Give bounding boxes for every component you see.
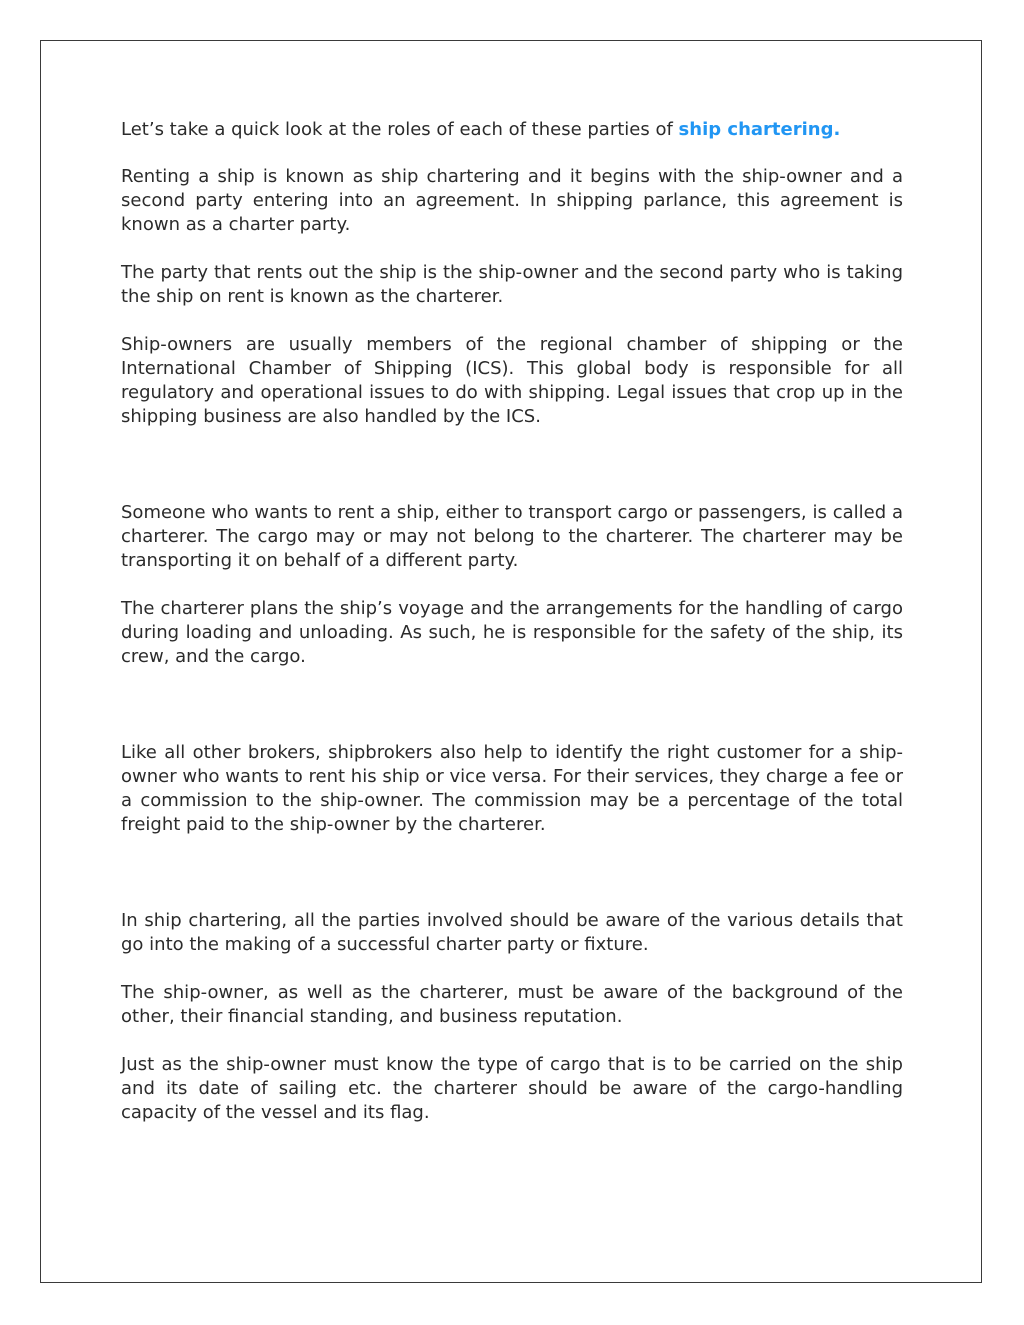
intro-text: Let’s take a quick look at the roles of each of these parties of: [121, 119, 679, 140]
section-spacer: [121, 693, 903, 741]
paragraph: Renting a ship is known as ship chartering and it begins with the ship-owner and a second party entering into an agreement. In shipping parlance, this agreement is known as a charter party.: [121, 166, 903, 235]
section-awareness: [121, 909, 903, 1125]
ship-chartering-link[interactable]: ship chartering.: [678, 119, 841, 140]
paragraph: Ship-owners are usually members of the regional chamber of shipping or the International Chamber of Shipping (ICS). This global body is responsible for all regulatory and operational issues to do with shipping. Legal issues that crop up in the shipping business are also handled by the ICS.: [121, 334, 903, 427]
section-charterer: [121, 501, 903, 669]
paragraph: Just as the ship-owner must know the type of cargo that is to be carried on the ship and its date of sailing etc. the charterer should be aware of the cargo-handling capacity of the vessel and its flag.: [121, 1054, 903, 1123]
section-spacer: [121, 861, 903, 909]
paragraph: The ship-owner, as well as the charterer, must be aware of the background of the other, their financial standing, and business reputation.: [121, 982, 903, 1027]
document-body: [121, 118, 903, 1149]
section-owner: [121, 165, 903, 429]
section-shipbroker: [121, 741, 903, 837]
section-spacer: [121, 453, 903, 501]
paragraph: Like all other brokers, shipbrokers also help to identify the right customer for a ship-owner who wants to rent his ship or vice versa. For their services, they charge a fee or a commission to the ship-owner. The commission may be a percentage of the total freight paid to the ship-owner by the charterer.: [121, 742, 903, 835]
paragraph: The party that rents out the ship is the ship-owner and the second party who is taking the ship on rent is known as the charterer.: [121, 262, 903, 307]
intro-paragraph: [121, 118, 903, 142]
paragraph: Someone who wants to rent a ship, either to transport cargo or passengers, is called a charterer. The cargo may or may not belong to the charterer. The charterer may be transporting it on behalf of a different party.: [121, 502, 903, 571]
paragraph: The charterer plans the ship’s voyage and the arrangements for the handling of cargo during loading and unloading. As such, he is responsible for the safety of the ship, its crew, and the cargo.: [121, 598, 903, 667]
paragraph: In ship chartering, all the parties involved should be aware of the various details that go into the making of a successful charter party or fixture.: [121, 910, 903, 955]
